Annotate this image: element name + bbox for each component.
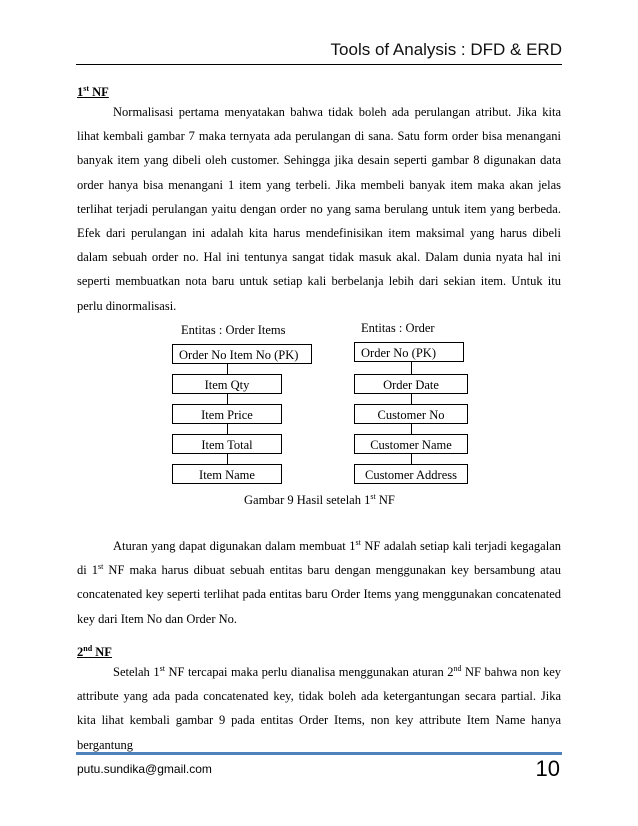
attr-order-date: Order Date: [354, 374, 468, 394]
connector: [411, 424, 412, 434]
connector: [227, 364, 228, 374]
paragraph-text: Normalisasi pertama menyatakan bahwa tidak boleh ada perulangan atribut. Jika kita lihat kembali gambar 7 maka ternyata ada perulangan di sana. Satu form order bisa menangani banyak item yang dibeli oleh customer. Sehingga jika desain seperti gambar 8 digunakan data order hanya bisa menangani 1 item yang terbeli. Jika membeli banyak item maka akan jelas terlihat terjadi perulangan yaitu dengan order no yang sama berulang untuk item yang berbeda. Efek dari perulangan ini adalah kita harus mendefinisikan item maksimal yang harus dibeli dalam sebuah order no. Hal ini tentunya sangat tidak masuk akal. Dalam dunia nyata hal ini seperti membuatkan nota baru untuk setiap kali berbelanja lebih dari sekian item. Untuk itu perlu dinormalisasi.: [77, 105, 561, 313]
entity-label-order-items: Entitas : Order Items: [181, 323, 286, 337]
para-sup: st: [98, 562, 104, 572]
para-seg: NF maka harus dibuat sebuah entitas baru dengan menggunakan key bersambung atau concatenated key seperti terlihat pada entitas baru Order Items yang menggunakan concatenated key dari Item No dan Order No.: [77, 563, 561, 626]
caption-post: NF: [375, 493, 395, 508]
attr-customer-no: Customer No: [354, 404, 468, 424]
connector: [411, 362, 412, 374]
heading-num: 1: [77, 85, 84, 100]
connector: [227, 424, 228, 434]
entity-label-order: Entitas : Order: [361, 321, 435, 335]
caption-pre: Gambar 9 Hasil setelah 1: [244, 493, 371, 508]
paragraph-1nf-rule: [77, 534, 561, 631]
heading-sup: nd: [83, 644, 93, 653]
connector: [227, 394, 228, 404]
section-heading-2nf: [77, 644, 112, 660]
paragraph-1nf-intro: [77, 100, 561, 318]
para-seg: NF tercapai maka perlu dianalisa menggunakan aturan 2: [164, 665, 454, 679]
attr-item-name: Item Name: [172, 464, 282, 484]
footer-divider: [76, 752, 562, 755]
section-heading-1nf: [77, 84, 109, 100]
attr-customer-name: Customer Name: [354, 434, 468, 454]
figure-caption: [244, 492, 395, 508]
page-header-title: Tools of Analysis : DFD & ERD: [330, 40, 562, 59]
entity-key-order: Order No (PK): [354, 342, 464, 362]
page-number: 10: [535, 756, 560, 781]
para-seg: NF bahwa non key attribute yang ada pada concatenated key, tidak boleh ada ketergantungan secara partial. Jika kita lihat kembali gambar 9 pada entitas Order Items, non key attribute Item Name hanya bergantung: [77, 665, 562, 752]
attr-item-qty: Item Qty: [172, 374, 282, 394]
heading-rest: NF: [89, 85, 109, 100]
heading-num: 2: [77, 645, 84, 660]
heading-rest: NF: [92, 645, 112, 660]
attr-customer-address: Customer Address: [354, 464, 468, 484]
footer-email: putu.sundika@gmail.com: [77, 762, 212, 776]
connector: [411, 454, 412, 464]
para-seg: Aturan yang dapat digunakan dalam membuat 1: [113, 539, 356, 553]
attr-item-total: Item Total: [172, 434, 282, 454]
entity-key-order-items: Order No Item No (PK): [172, 344, 312, 364]
heading-sup: st: [83, 84, 90, 93]
para-seg: NF adalah setiap kali terjadi kegagalan di 1: [77, 539, 561, 578]
para-sup: st: [159, 663, 165, 673]
para-sup: nd: [453, 663, 462, 673]
header-divider: [76, 64, 562, 65]
connector: [227, 454, 228, 464]
para-seg: Setelah 1: [113, 665, 160, 679]
paragraph-2nf-intro: [77, 660, 561, 757]
connector: [411, 394, 412, 404]
para-sup: st: [355, 537, 361, 547]
caption-sup: st: [370, 492, 376, 501]
attr-item-price: Item Price: [172, 404, 282, 424]
